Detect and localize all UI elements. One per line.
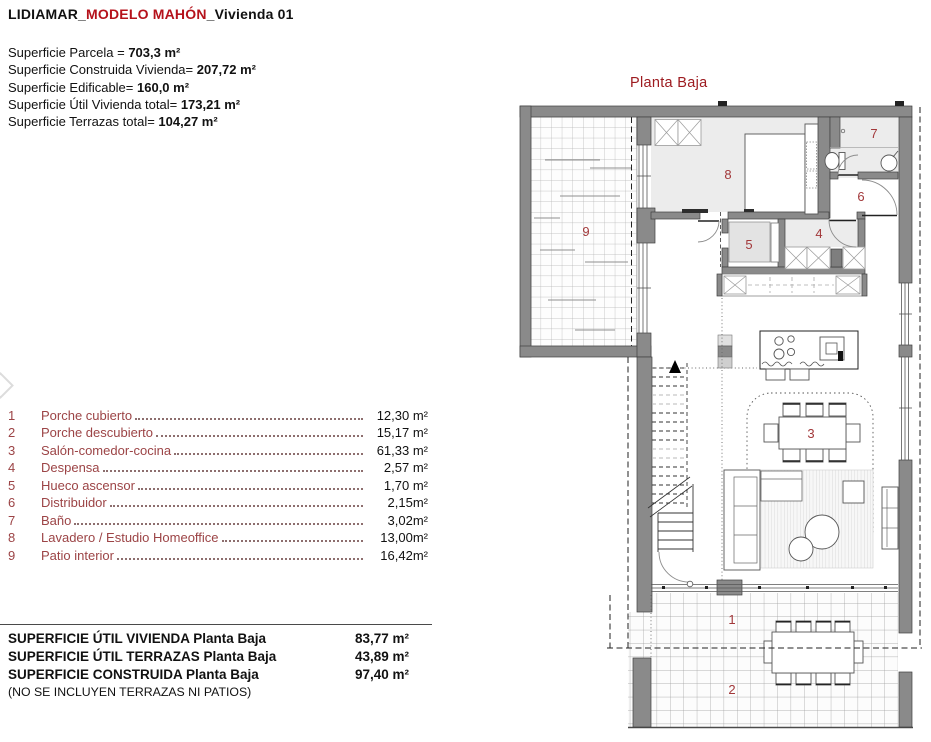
side-table bbox=[843, 481, 864, 503]
room-label-6: 6 bbox=[857, 189, 865, 204]
summary-row: SUPERFICIE CONSTRUIDA Planta Baja 97,40 m² bbox=[8, 667, 410, 682]
bed bbox=[745, 124, 818, 214]
dotted-leader bbox=[110, 504, 363, 507]
closet bbox=[655, 120, 701, 146]
surface-info-row: Superficie Construida Vivienda= 207,72 m² bbox=[8, 62, 257, 78]
legend-item: 8 Lavadero / Estudio Homeoffice 13,00m² bbox=[8, 530, 428, 546]
watermark-icon bbox=[0, 372, 14, 399]
room-label-9: 9 bbox=[582, 224, 590, 239]
dotted-leader bbox=[156, 434, 363, 437]
title-unit: _Vivienda 01 bbox=[206, 6, 294, 22]
surface-info-row: Superficie Edificable= 160,0 m² bbox=[8, 79, 190, 95]
legend-item: 4 Despensa 2,57 m² bbox=[8, 460, 428, 476]
cabinet-row bbox=[785, 247, 865, 269]
bar-stool bbox=[766, 369, 785, 380]
dotted-leader bbox=[117, 557, 363, 560]
dotted-leader bbox=[222, 539, 363, 542]
room-label-2: 2 bbox=[728, 682, 736, 697]
summary-row: SUPERFICIE ÚTIL TERRAZAS Planta Baja 43,89 m² bbox=[8, 649, 410, 664]
dotted-leader bbox=[103, 469, 363, 472]
legend-item: 5 Hueco ascensor 1,70 m² bbox=[8, 477, 428, 493]
toilet bbox=[825, 153, 845, 170]
living-area bbox=[724, 470, 898, 570]
surface-info-block bbox=[8, 44, 256, 130]
room-label-1: 1 bbox=[728, 612, 736, 627]
room-label-8: 8 bbox=[724, 167, 732, 182]
legend-item: 6 Distribuidor 2,15m² bbox=[8, 495, 428, 511]
legend-item: 3 Salón-comedor-cocina 61,33 m² bbox=[8, 442, 428, 458]
dotted-leader bbox=[74, 522, 363, 525]
document-title bbox=[8, 6, 294, 22]
legend-item: 7 Baño 3,02m² bbox=[8, 512, 428, 528]
porch bbox=[628, 593, 913, 728]
dotted-leader bbox=[174, 452, 363, 455]
kitchen-island bbox=[760, 331, 858, 380]
legend-item: 9 Patio interior 16,42m² bbox=[8, 547, 428, 563]
structural-column bbox=[718, 335, 732, 368]
dotted-leader bbox=[135, 417, 363, 420]
legend-item: 1 Porche cubierto 12,30 m² bbox=[8, 407, 428, 423]
plan-title: Planta Baja bbox=[630, 75, 708, 91]
room-5-ascensor bbox=[729, 222, 779, 262]
room-label-3: 3 bbox=[807, 426, 815, 441]
legend-item: 2 Porche descubierto 15,17 m² bbox=[8, 425, 428, 441]
room-label-4: 4 bbox=[815, 226, 823, 241]
room-legend bbox=[8, 405, 428, 563]
kitchen-counter bbox=[717, 274, 867, 296]
floor-plan-svg bbox=[505, 95, 931, 742]
dotted-leader bbox=[138, 487, 363, 490]
summary-note: (NO SE INCLUYEN TERRAZAS NI PATIOS) bbox=[8, 685, 252, 699]
title-model: MODELO MAHÓN bbox=[86, 6, 207, 22]
surface-info-row: Superficie Terrazas total= 104,27 m² bbox=[8, 114, 218, 130]
room-label-7: 7 bbox=[870, 126, 878, 141]
title-brand: LIDIAMAR_ bbox=[8, 6, 87, 22]
summary-block bbox=[8, 630, 432, 700]
surface-info-row: Superficie Parcela = 703,3 m² bbox=[8, 45, 181, 60]
stairs-up-arrow-icon bbox=[669, 360, 681, 373]
coffee-table bbox=[789, 537, 813, 561]
sink-icon bbox=[820, 337, 844, 361]
summary-row: SUPERFICIE ÚTIL VIVIENDA Planta Baja 83,77 m² bbox=[8, 631, 410, 646]
bar-stool bbox=[790, 369, 809, 380]
surface-info-row: Superficie Útil Vivienda total= 173,21 m² bbox=[8, 96, 241, 112]
summary-divider bbox=[0, 624, 432, 625]
armchair bbox=[882, 487, 898, 549]
room-label-5: 5 bbox=[745, 237, 753, 252]
